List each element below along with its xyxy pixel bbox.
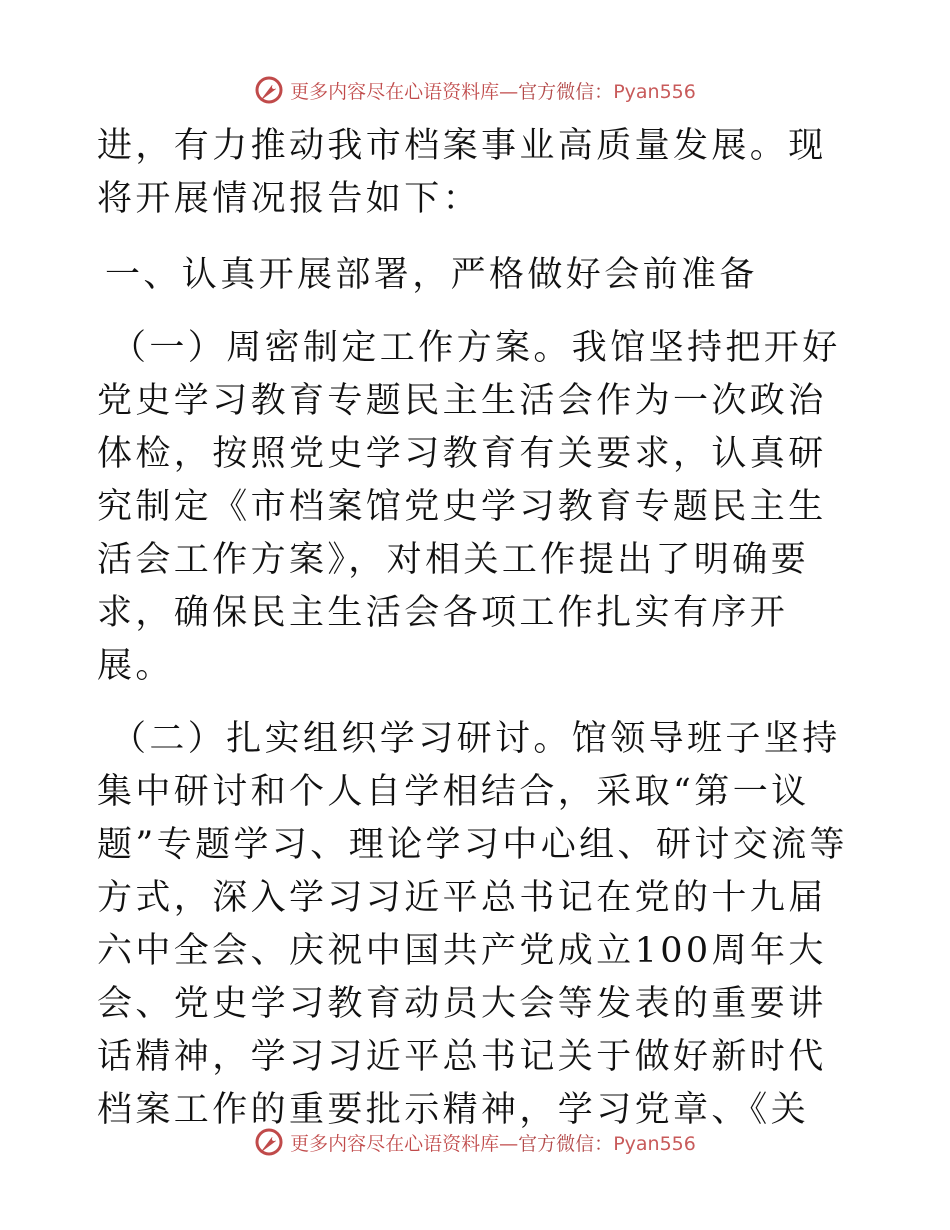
paragraph-study-discussion: （二）扎实组织学习研讨。馆领导班子坚持集中研讨和个人自学相结合，采取“第一议题”专题学习、理论学习中心组、研讨交流等方式，深入学习习近平总书记在党的十九届六中全会、庆祝中国共产党成立100周年大会、党史学习教育动员大会等发表的重要讲话精神，学习习近平总书记关于做好新时代档案工作的重要批示精神，学习党章、《关	[97, 719, 848, 1130]
paragraph-work-plan: （一）周密制定工作方案。我馆坚持把开好党史学习教育专题民主生活会作为一次政治体检，按照党史学习教育有关要求，认真研究制定《市档案馆党史学习教育专题民主生活会工作方案》，对相关工作提出了明确要求，确保民主生活会各项工作扎实有序开展。	[97, 328, 841, 686]
section-heading: 一、认真开展部署，严格做好会前准备	[105, 255, 758, 295]
pen-nib-circle-icon	[254, 1127, 284, 1157]
pen-nib-circle-icon	[254, 75, 284, 105]
watermark-text: 更多内容尽在心语资料库—官方微信：Pyan556	[290, 1132, 696, 1155]
document-body	[97, 120, 857, 1137]
paragraph-continuation: 进，有力推动我市档案事业高质量发展。现将开展情况报告如下：	[97, 126, 827, 219]
watermark-text: 更多内容尽在心语资料库—官方微信：Pyan556	[290, 80, 696, 103]
footer-watermark	[0, 1124, 950, 1160]
header-watermark	[0, 72, 950, 108]
